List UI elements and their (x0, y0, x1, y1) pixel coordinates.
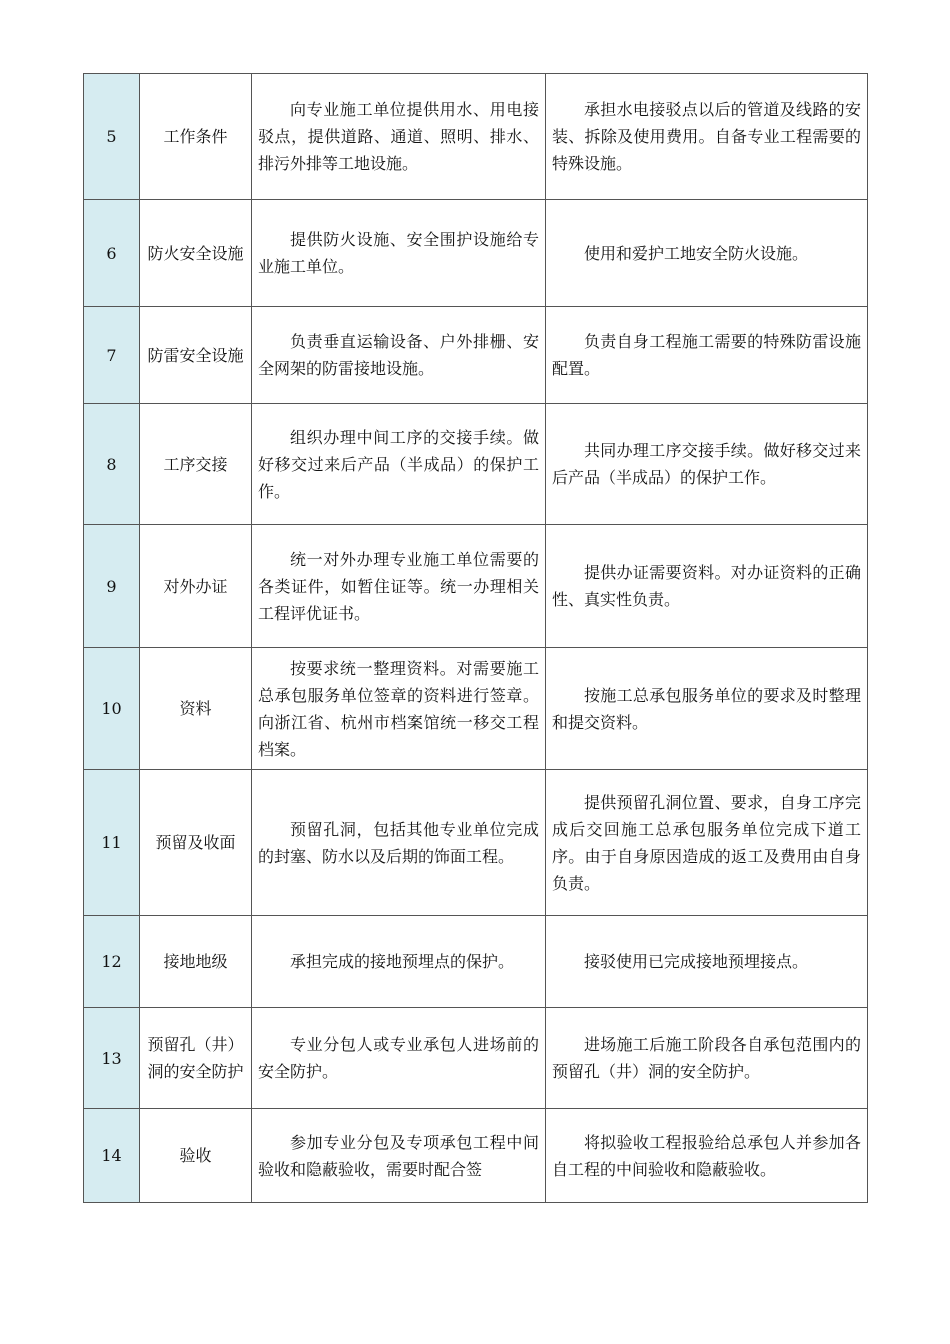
row-number: 13 (84, 1008, 140, 1109)
specialist-duty: 共同办理工序交接手续。做好移交过来后产品（半成品）的保护工作。 (546, 404, 868, 525)
item-name: 验收 (140, 1109, 252, 1203)
table-row (84, 200, 868, 307)
general-contractor-duty: 预留孔洞，包括其他专业单位完成的封塞、防水以及后期的饰面工程。 (252, 770, 546, 916)
responsibility-table (83, 73, 868, 1203)
table-row (84, 404, 868, 525)
item-name: 防雷安全设施 (140, 307, 252, 404)
row-number: 10 (84, 648, 140, 770)
table-row (84, 525, 868, 648)
table-row (84, 916, 868, 1008)
table-row (84, 74, 868, 200)
item-name: 工序交接 (140, 404, 252, 525)
row-number: 8 (84, 404, 140, 525)
row-number: 11 (84, 770, 140, 916)
specialist-duty: 承担水电接驳点以后的管道及线路的安装、拆除及使用费用。自备专业工程需要的特殊设施。 (546, 74, 868, 200)
row-number: 5 (84, 74, 140, 200)
item-name: 资料 (140, 648, 252, 770)
table-row (84, 307, 868, 404)
item-name: 防火安全设施 (140, 200, 252, 307)
specialist-duty: 进场施工后施工阶段各自承包范围内的预留孔（井）洞的安全防护。 (546, 1008, 868, 1109)
row-number: 14 (84, 1109, 140, 1203)
general-contractor-duty: 向专业施工单位提供用水、用电接驳点，提供道路、通道、照明、排水、排污外排等工地设施。 (252, 74, 546, 200)
specialist-duty: 使用和爱护工地安全防火设施。 (546, 200, 868, 307)
general-contractor-duty: 承担完成的接地预埋点的保护。 (252, 916, 546, 1008)
item-name: 接地地级 (140, 916, 252, 1008)
specialist-duty: 接驳使用已完成接地预埋接点。 (546, 916, 868, 1008)
general-contractor-duty: 负责垂直运输设备、户外排栅、安全网架的防雷接地设施。 (252, 307, 546, 404)
table-row (84, 1109, 868, 1203)
general-contractor-duty: 组织办理中间工序的交接手续。做好移交过来后产品（半成品）的保护工作。 (252, 404, 546, 525)
row-number: 9 (84, 525, 140, 648)
specialist-duty: 提供办证需要资料。对办证资料的正确性、真实性负责。 (546, 525, 868, 648)
general-contractor-duty: 专业分包人或专业承包人进场前的安全防护。 (252, 1008, 546, 1109)
general-contractor-duty: 统一对外办理专业施工单位需要的各类证件，如暂住证等。统一办理相关工程评优证书。 (252, 525, 546, 648)
table-row (84, 1008, 868, 1109)
specialist-duty: 将拟验收工程报验给总承包人并参加各自工程的中间验收和隐蔽验收。 (546, 1109, 868, 1203)
specialist-duty: 按施工总承包服务单位的要求及时整理和提交资料。 (546, 648, 868, 770)
item-name: 对外办证 (140, 525, 252, 648)
row-number: 6 (84, 200, 140, 307)
row-number: 7 (84, 307, 140, 404)
table-row (84, 770, 868, 916)
specialist-duty: 提供预留孔洞位置、要求，自身工序完成后交回施工总承包服务单位完成下道工序。由于自身原因造成的返工及费用由自身负责。 (546, 770, 868, 916)
row-number: 12 (84, 916, 140, 1008)
general-contractor-duty: 按要求统一整理资料。对需要施工总承包服务单位签章的资料进行签章。向浙江省、杭州市档案馆统一移交工程档案。 (252, 648, 546, 770)
item-name: 预留孔（井）洞的安全防护 (140, 1008, 252, 1109)
item-name: 预留及收面 (140, 770, 252, 916)
table-row (84, 648, 868, 770)
specialist-duty: 负责自身工程施工需要的特殊防雷设施配置。 (546, 307, 868, 404)
item-name: 工作条件 (140, 74, 252, 200)
general-contractor-duty: 参加专业分包及专项承包工程中间验收和隐蔽验收，需要时配合签 (252, 1109, 546, 1203)
general-contractor-duty: 提供防火设施、安全围护设施给专业施工单位。 (252, 200, 546, 307)
